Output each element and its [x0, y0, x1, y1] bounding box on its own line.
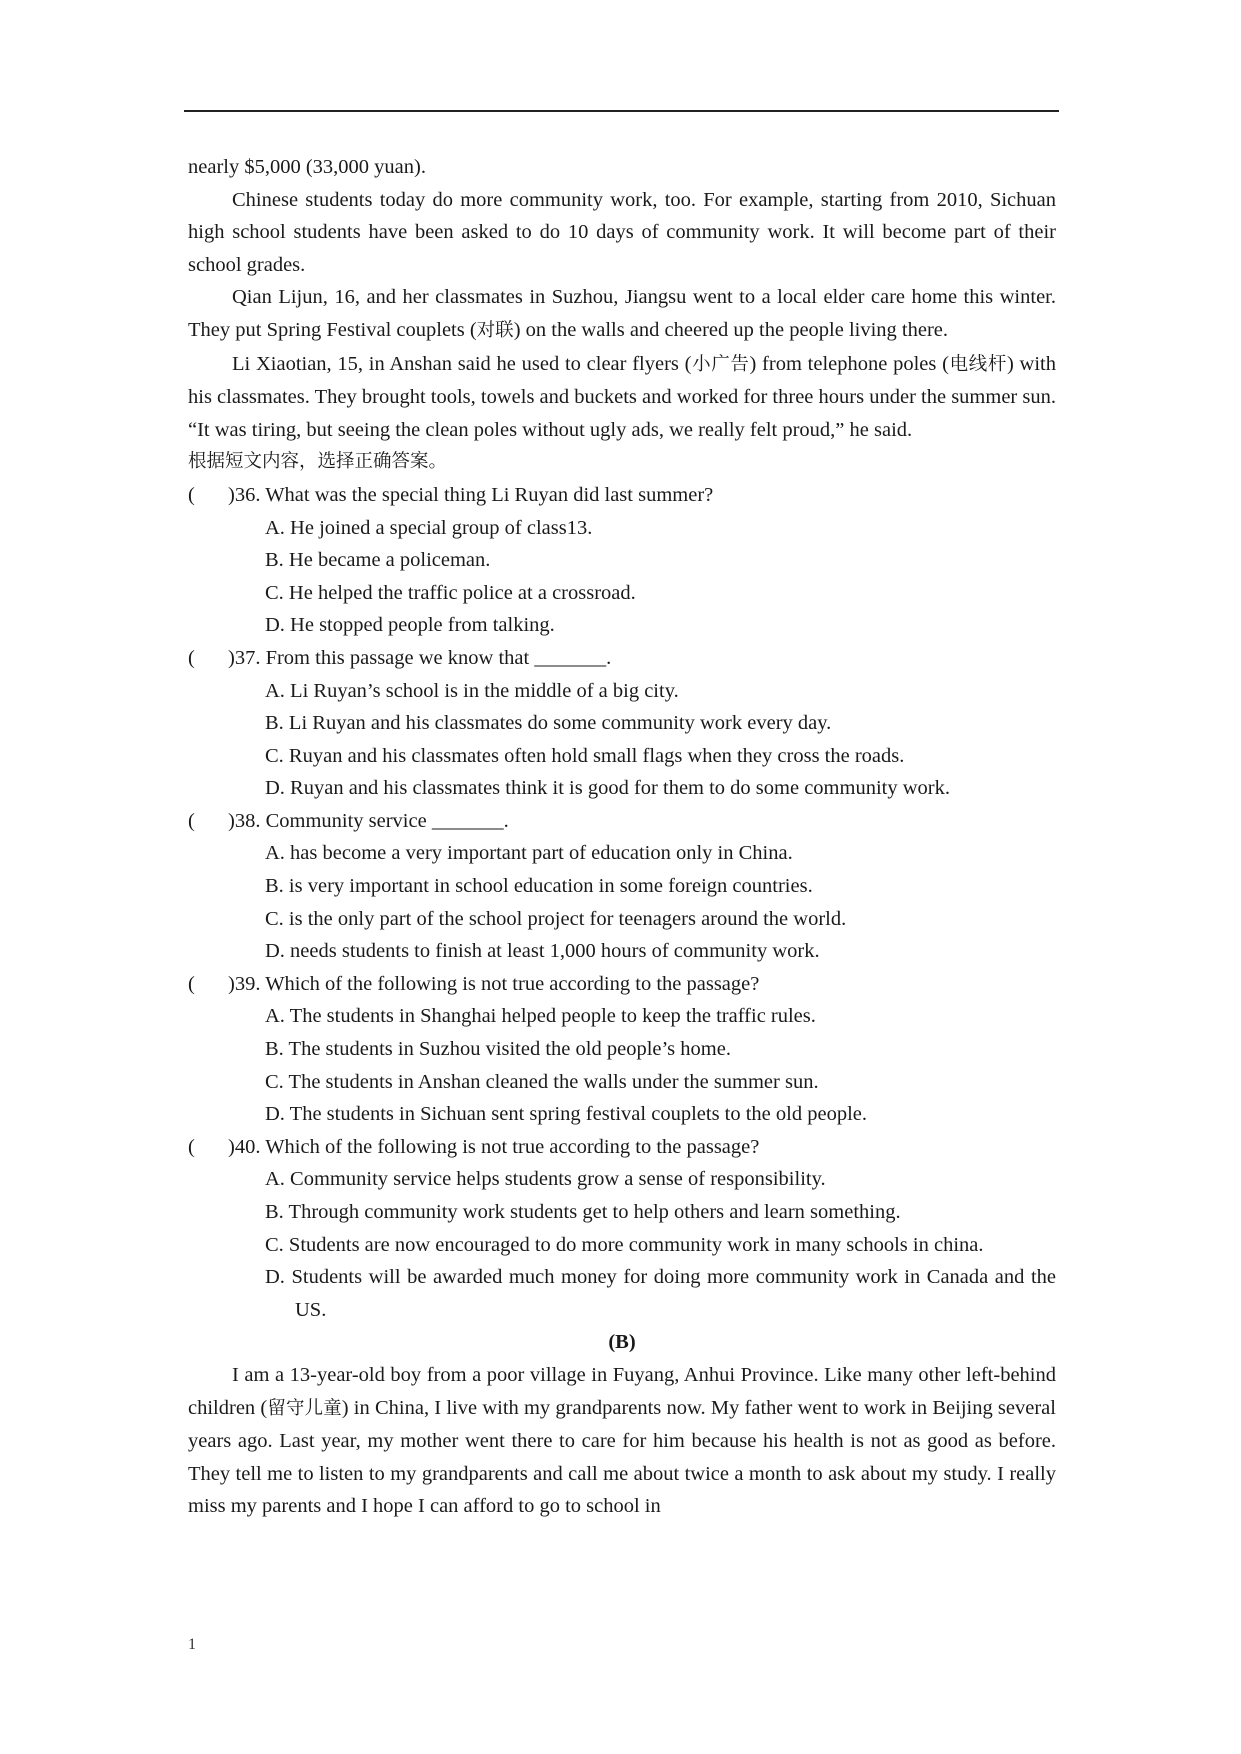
question-39 — [188, 968, 1056, 1001]
option-d: D. Ruyan and his classmates think it is good for them to do some community work. — [265, 777, 950, 800]
page-number: 1 — [188, 1636, 196, 1653]
question-38 — [188, 805, 1056, 838]
question-36 — [188, 479, 1056, 512]
answer-blank: ( — [188, 646, 195, 669]
option-c: C. He helped the traffic police at a crossroad. — [265, 581, 636, 604]
answer-blank: ( — [188, 809, 195, 832]
option-d: D. He stopped people from talking. — [265, 614, 555, 637]
paragraph-continuation: nearly $5,000 (33,000 yuan). — [188, 156, 426, 178]
option-a: A. The students in Shanghai helped people to keep the traffic rules. — [265, 1005, 816, 1028]
option-a: A. Community service helps students grow a sense of responsibility. — [265, 1168, 826, 1191]
question-stem: )36. What was the special thing Li Ruyan did last summer? — [228, 483, 714, 506]
option-b: B. He became a policeman. — [265, 549, 491, 572]
question-stem: )37. From this passage we know that _______. — [228, 646, 612, 669]
option-b: B. Li Ruyan and his classmates do some community work every day. — [265, 712, 832, 735]
question-37 — [188, 642, 1056, 675]
option-b: B. is very important in school education in some foreign countries. — [265, 875, 813, 898]
text-run: Qian Lijun, 16, and her classmates in Suzhou, Jiangsu went to a local elder care home this winter. They put Spring Festival couplets ( — [188, 286, 1056, 341]
question-stem: )39. Which of the following is not true according to the passage? — [228, 972, 760, 995]
section-heading-b: (B) — [608, 1331, 636, 1354]
chinese-gloss: 小广告 — [691, 353, 750, 375]
text-run: I am a 13-year-old boy from a poor village in Fuyang, Anhui Province. Like many other left-behind children ( — [188, 1363, 1056, 1419]
option-c: C. The students in Anshan cleaned the walls under the summer sun. — [265, 1070, 819, 1093]
option-b: B. Through community work students get to help others and learn something. — [265, 1201, 901, 1223]
answer-blank: ( — [188, 1135, 195, 1158]
text-run: ) from telephone poles ( — [749, 352, 949, 375]
text-run: Li Xiaotian, 15, in Anshan said he used to clear flyers ( — [232, 352, 692, 375]
paragraph-li-xiaotian — [188, 348, 1056, 447]
chinese-gloss: 电线杆 — [948, 353, 1007, 375]
option-b: B. The students in Suzhou visited the old people’s home. — [265, 1038, 731, 1061]
answer-blank: ( — [188, 483, 195, 506]
question-40 — [188, 1131, 1056, 1164]
text-run: ) with his classmates. They brought tools, towels and buckets and worked for three hours under the summer sun. “It was tiring, but seeing the clean poles without ugly ads, we really felt proud,” he said. — [188, 352, 1056, 441]
header-rule — [184, 110, 1059, 112]
option-a: A. Li Ruyan’s school is in the middle of a big city. — [265, 679, 679, 702]
chinese-gloss: 留守儿童 — [267, 1397, 342, 1419]
option-c: C. Students are now encouraged to do more community work in many schools in china. — [265, 1233, 984, 1256]
document-body — [188, 151, 1056, 1523]
option-d: D. Students will be awarded much money for doing more community work in Canada and the US. — [265, 1266, 1056, 1321]
option-a: A. He joined a special group of class13. — [265, 516, 593, 539]
paragraph-chinese-students: Chinese students today do more community work, too. For example, starting from 2010, Sichuan high school students have been asked to do 10 days of community work. It will become part of their school grades. — [188, 188, 1056, 276]
answer-blank: ( — [188, 972, 195, 995]
text-run: ) on the walls and cheered up the people living there. — [513, 318, 949, 341]
option-c: C. is the only part of the school project for teenagers around the world. — [265, 907, 847, 930]
question-stem: )40. Which of the following is not true according to the passage? — [228, 1135, 760, 1158]
option-a: A. has become a very important part of education only in China. — [265, 842, 793, 865]
chinese-gloss: 对联 — [476, 319, 514, 341]
text-run: ) in China, I live with my grandparents now. My father went to work in Beijing several years ago. Last year, my mother went there to care for him because his health is not as good as before. They tell me to listen to my grandparents and call me about twice a month to ask about my study. I really miss my parents and I hope I can afford to go to school in — [188, 1396, 1056, 1518]
option-c: C. Ruyan and his classmates often hold small flags when they cross the roads. — [265, 744, 905, 767]
option-d: D. needs students to finish at least 1,000 hours of community work. — [265, 940, 820, 963]
paragraph-left-behind-child — [188, 1359, 1056, 1523]
paragraph-qian-lijun — [188, 281, 1056, 347]
option-d: D. The students in Sichuan sent spring festival couplets to the old people. — [265, 1103, 867, 1126]
question-stem: )38. Community service _______. — [228, 809, 509, 832]
instruction: 根据短文内容，选择正确答案。 — [188, 451, 448, 473]
